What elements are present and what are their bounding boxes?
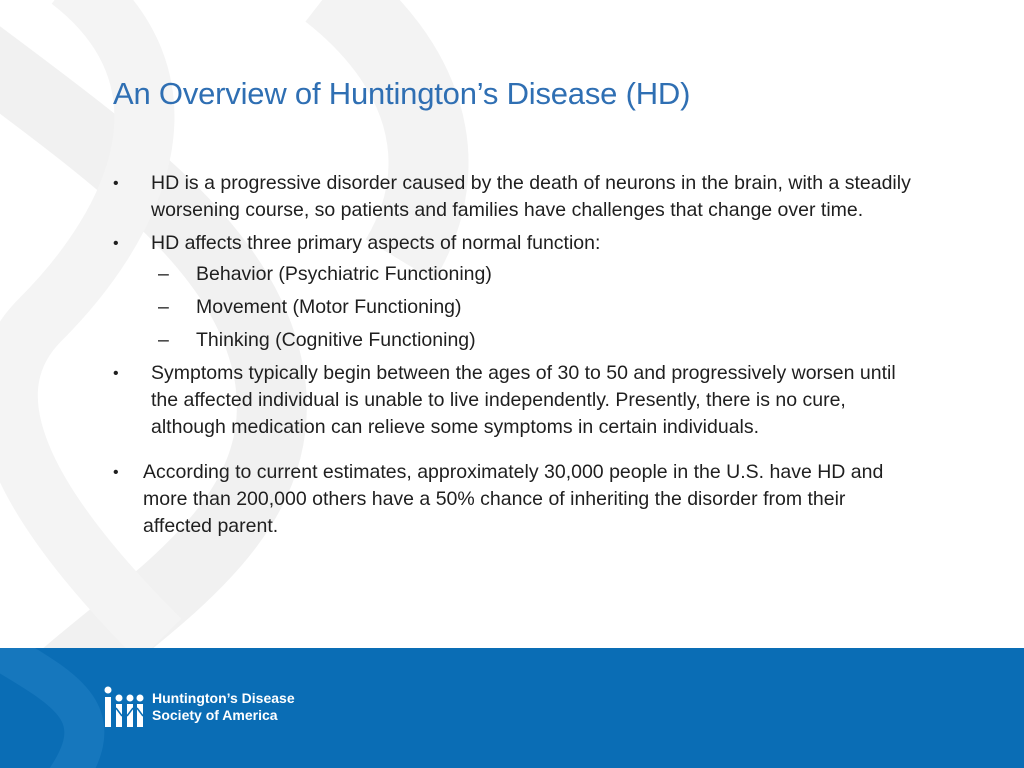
dash-icon: – — [158, 263, 169, 285]
dash-icon: – — [158, 296, 169, 318]
bullet-text: According to current estimates, approximately 30,000 people in the U.S. have HD and more than 200,000 others have a 50% chance of inheriting the disorder from their affected parent. — [143, 461, 884, 537]
slide-title: An Overview of Huntington’s Disease (HD) — [113, 76, 691, 111]
bullet-item — [113, 360, 913, 441]
dash-icon: – — [158, 329, 169, 351]
sub-bullet-text: Thinking (Cognitive Functioning) — [196, 329, 476, 351]
sub-bullet-item — [113, 327, 913, 354]
logo-line-2: Society of America — [152, 707, 278, 723]
bullet-item — [113, 170, 913, 224]
footer-bar — [0, 648, 1024, 768]
bullet-dot-icon: • — [113, 464, 119, 481]
sub-bullet-list — [113, 261, 913, 354]
bullet-dot-icon: • — [113, 365, 119, 382]
sub-bullet-text: Behavior (Psychiatric Functioning) — [196, 263, 492, 285]
sub-bullet-item — [113, 261, 913, 288]
bullet-item — [113, 230, 913, 257]
sub-bullet-text: Movement (Motor Functioning) — [196, 296, 462, 318]
bullet-dot-icon: • — [113, 235, 119, 252]
hdsa-logo-icon — [104, 686, 144, 728]
bullet-text: HD is a progressive disorder caused by the death of neurons in the brain, with a steadily worsening course, so patients and families have challenges that change over time. — [151, 172, 911, 221]
bullet-text: HD affects three primary aspects of normal function: — [151, 232, 601, 254]
bullet-dot-icon: • — [113, 175, 119, 192]
hdsa-logo-text — [152, 690, 295, 724]
hdsa-logo — [104, 686, 295, 728]
sub-bullet-item — [113, 294, 913, 321]
bullet-list — [113, 170, 913, 540]
bullet-item — [113, 459, 913, 540]
bullet-text: Symptoms typically begin between the ages of 30 to 50 and progressively worsen until the affected individual is unable to live independently. Presently, there is no cure, although medication can relieve some symptoms in certain individuals. — [151, 362, 896, 438]
logo-line-1: Huntington’s Disease — [152, 690, 295, 706]
